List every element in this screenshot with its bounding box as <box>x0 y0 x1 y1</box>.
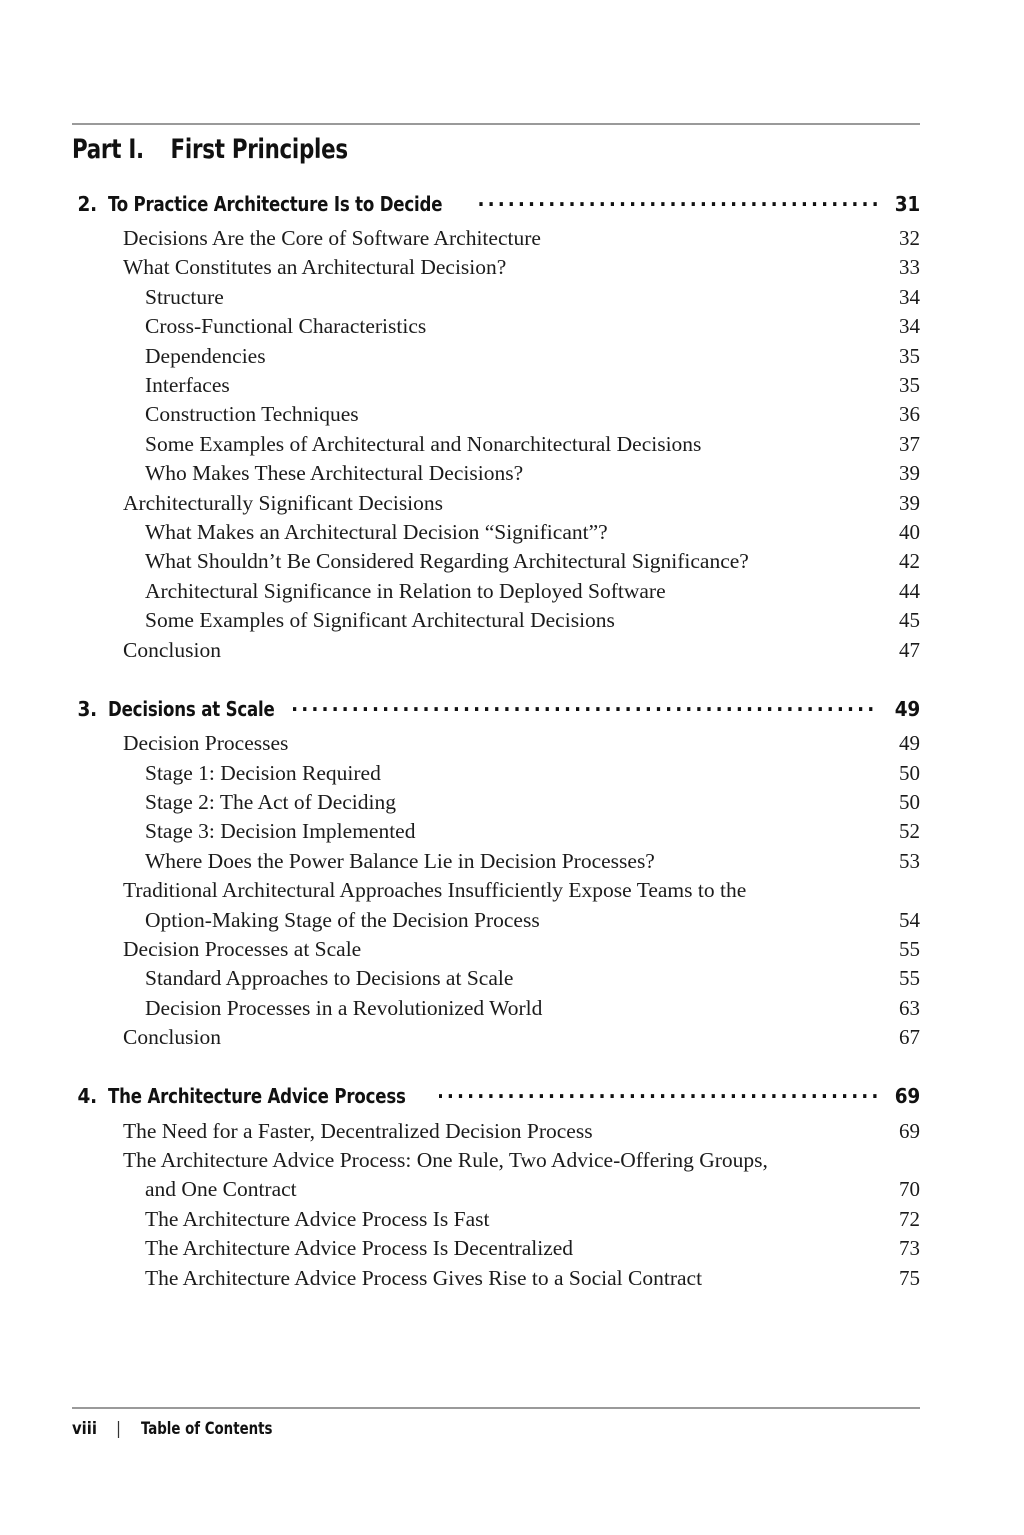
section-entry[interactable] <box>72 788 920 817</box>
section-entry[interactable] <box>72 342 920 371</box>
section-title-line: Decision Processes in a Revolutionized World <box>145 995 543 1020</box>
chapter-block <box>72 1083 920 1293</box>
section-title <box>72 371 886 400</box>
section-page-number: 75 <box>899 1265 920 1290</box>
section-title-line: Decision Processes at Scale <box>123 936 362 961</box>
section-page-number: 52 <box>899 819 920 844</box>
chapter-number: 3. <box>77 696 97 721</box>
section-title-line: Decisions Are the Core of Software Architecture <box>123 226 541 250</box>
section-title <box>72 636 886 665</box>
section-page-number: 55 <box>899 966 920 991</box>
section-entry[interactable] <box>72 400 920 429</box>
chapter-entry[interactable] <box>72 695 920 729</box>
section-page-number: 70 <box>899 1177 920 1202</box>
section-title <box>72 876 886 935</box>
section-title <box>72 224 886 253</box>
section-entry[interactable] <box>72 964 920 993</box>
section-title <box>72 430 886 459</box>
footer-rule <box>72 1407 920 1409</box>
section-page-number: 67 <box>899 1025 920 1050</box>
section-entry[interactable] <box>72 312 920 341</box>
section-title-line: Who Makes These Architectural Decisions? <box>145 461 524 486</box>
header-rule <box>72 123 920 125</box>
section-title-line: Architecturally Significant Decisions <box>123 490 444 515</box>
section-title-line: Interfaces <box>145 373 230 398</box>
section-entry[interactable] <box>72 817 920 846</box>
section-title <box>72 1117 886 1146</box>
dot-leader <box>439 1083 878 1104</box>
section-title <box>72 400 886 429</box>
section-entry[interactable] <box>72 430 920 459</box>
section-title <box>72 606 886 635</box>
section-page-number: 54 <box>899 907 920 932</box>
section-title-line: Where Does the Power Balance Lie in Decision Processes? <box>145 848 655 873</box>
chapter-block <box>72 695 920 1052</box>
section-page-number: 40 <box>899 520 920 545</box>
section-title <box>72 518 886 547</box>
dot-leader <box>293 695 878 716</box>
section-title <box>72 459 886 488</box>
section-title <box>72 788 886 817</box>
section-page-number: 50 <box>899 760 920 785</box>
section-title <box>72 847 886 876</box>
section-title-line: What Makes an Architectural Decision “Significant”? <box>145 520 608 545</box>
section-title <box>72 1146 886 1205</box>
chapter-title: To Practice Architecture Is to Decide <box>108 191 443 216</box>
section-entry[interactable] <box>72 1234 920 1263</box>
section-entry[interactable] <box>72 1264 920 1293</box>
section-title-line: The Architecture Advice Process: One Rule, Two Advice-Offering Groups, <box>123 1147 768 1172</box>
section-title <box>72 1023 886 1052</box>
section-entry[interactable] <box>72 224 920 253</box>
section-title-line: Architectural Significance in Relation to Deployed Software <box>145 578 666 603</box>
section-title <box>72 964 886 993</box>
section-entry[interactable] <box>72 371 920 400</box>
dot-leader <box>479 190 878 211</box>
section-page-number: 53 <box>899 848 920 873</box>
section-title <box>72 817 886 846</box>
section-page-number: 69 <box>899 1118 920 1143</box>
section-page-number: 35 <box>899 343 920 368</box>
section-page-number: 63 <box>899 995 920 1020</box>
section-page-number: 45 <box>899 608 920 633</box>
section-title <box>72 1205 886 1234</box>
section-title-line: Some Examples of Architectural and Nonarchitectural Decisions <box>145 431 702 456</box>
section-title <box>72 283 886 312</box>
section-entry[interactable] <box>72 759 920 788</box>
section-title-line: Stage 3: Decision Implemented <box>145 819 416 844</box>
section-title-line: The Architecture Advice Process Gives Rise to a Social Contract <box>145 1265 703 1290</box>
section-page-number: 34 <box>899 314 920 339</box>
section-entry[interactable] <box>72 606 920 635</box>
chapter-page-number: 69 <box>894 1084 920 1109</box>
section-entry[interactable] <box>72 1205 920 1234</box>
section-entry[interactable] <box>72 935 920 964</box>
chapter-title: Decisions at Scale <box>108 696 275 721</box>
chapter-block <box>72 190 920 665</box>
section-title <box>72 312 886 341</box>
section-title-line: Some Examples of Significant Architectural Decisions <box>145 608 615 633</box>
part-heading <box>72 134 348 165</box>
part-title: First Principles <box>170 134 348 165</box>
section-page-number: 42 <box>899 549 920 574</box>
section-entry[interactable] <box>72 253 920 282</box>
section-title <box>72 729 886 758</box>
section-title-line: Stage 2: The Act of Deciding <box>145 789 396 814</box>
section-title <box>72 994 886 1023</box>
section-entry[interactable] <box>72 283 920 312</box>
section-page-number: 39 <box>899 490 920 515</box>
section-title-line: Stage 1: Decision Required <box>145 760 381 785</box>
section-entry[interactable] <box>72 577 920 606</box>
section-entry[interactable] <box>72 547 920 576</box>
section-title-line: Conclusion <box>123 637 221 662</box>
part-label: Part I. <box>72 134 144 165</box>
section-page-number: 35 <box>899 373 920 398</box>
section-entry[interactable] <box>72 1117 920 1146</box>
chapter-number: 4. <box>77 1084 97 1109</box>
section-title <box>72 759 886 788</box>
section-title <box>72 489 886 518</box>
section-title <box>72 1264 886 1293</box>
section-page-number: 36 <box>899 402 920 427</box>
section-entry[interactable] <box>72 459 920 488</box>
section-title-line: Cross-Functional Characteristics <box>145 314 427 339</box>
section-entry[interactable] <box>72 636 920 665</box>
section-entry[interactable] <box>72 518 920 547</box>
footer-separator: | <box>116 1419 122 1438</box>
section-entry[interactable] <box>72 729 920 758</box>
section-page-number: 39 <box>899 461 920 486</box>
section-title <box>72 253 886 282</box>
section-entry[interactable] <box>72 847 920 876</box>
section-page-number: 34 <box>899 284 920 309</box>
section-page-number: 37 <box>899 431 920 456</box>
section-title <box>72 577 886 606</box>
section-page-number: 44 <box>899 578 920 603</box>
section-entry[interactable] <box>72 1146 920 1205</box>
section-title-wrap-line: and One Contract <box>145 1177 297 1202</box>
section-title-line: Dependencies <box>145 343 266 368</box>
section-title-line: What Constitutes an Architectural Decision? <box>123 255 507 280</box>
section-title-line: The Architecture Advice Process Is Fast <box>145 1206 490 1231</box>
section-page-number: 47 <box>899 637 920 662</box>
section-title <box>72 935 886 964</box>
chapter-entry[interactable] <box>72 190 920 224</box>
section-title-line: Decision Processes <box>123 731 289 756</box>
section-title-line: The Need for a Faster, Decentralized Decision Process <box>123 1118 593 1143</box>
chapter-number: 2. <box>77 191 97 216</box>
footer-label: Table of Contents <box>141 1419 273 1438</box>
chapter-entry[interactable] <box>72 1083 920 1117</box>
section-page-number: 72 <box>899 1206 920 1231</box>
section-entry[interactable] <box>72 876 920 935</box>
page-footer <box>72 1419 287 1438</box>
section-title-line: Conclusion <box>123 1025 221 1050</box>
section-page-number: 32 <box>899 226 920 250</box>
section-title <box>72 547 886 576</box>
section-title-wrap-line: Option-Making Stage of the Decision Process <box>145 907 540 932</box>
section-page-number: 50 <box>899 789 920 814</box>
toc-list <box>72 190 920 1293</box>
chapter-page-number: 49 <box>894 696 920 721</box>
section-page-number: 33 <box>899 255 920 280</box>
section-entry[interactable] <box>72 1023 920 1052</box>
section-title-line: Traditional Architectural Approaches Insufficiently Expose Teams to the <box>123 878 747 903</box>
section-entry[interactable] <box>72 489 920 518</box>
section-page-number: 49 <box>899 731 920 756</box>
section-title-line: Structure <box>145 284 224 309</box>
section-title-line: What Shouldn’t Be Considered Regarding Architectural Significance? <box>145 549 749 574</box>
section-title <box>72 1234 886 1263</box>
section-page-number: 73 <box>899 1236 920 1261</box>
section-title-line: Standard Approaches to Decisions at Scale <box>145 966 514 991</box>
section-entry[interactable] <box>72 994 920 1023</box>
section-title <box>72 342 886 371</box>
footer-page-number: viii <box>72 1419 97 1438</box>
section-title-line: Construction Techniques <box>145 402 359 427</box>
section-page-number: 55 <box>899 936 920 961</box>
section-title-line: The Architecture Advice Process Is Decentralized <box>145 1236 574 1261</box>
chapter-page-number: 31 <box>894 191 920 216</box>
chapter-title: The Architecture Advice Process <box>108 1084 406 1109</box>
